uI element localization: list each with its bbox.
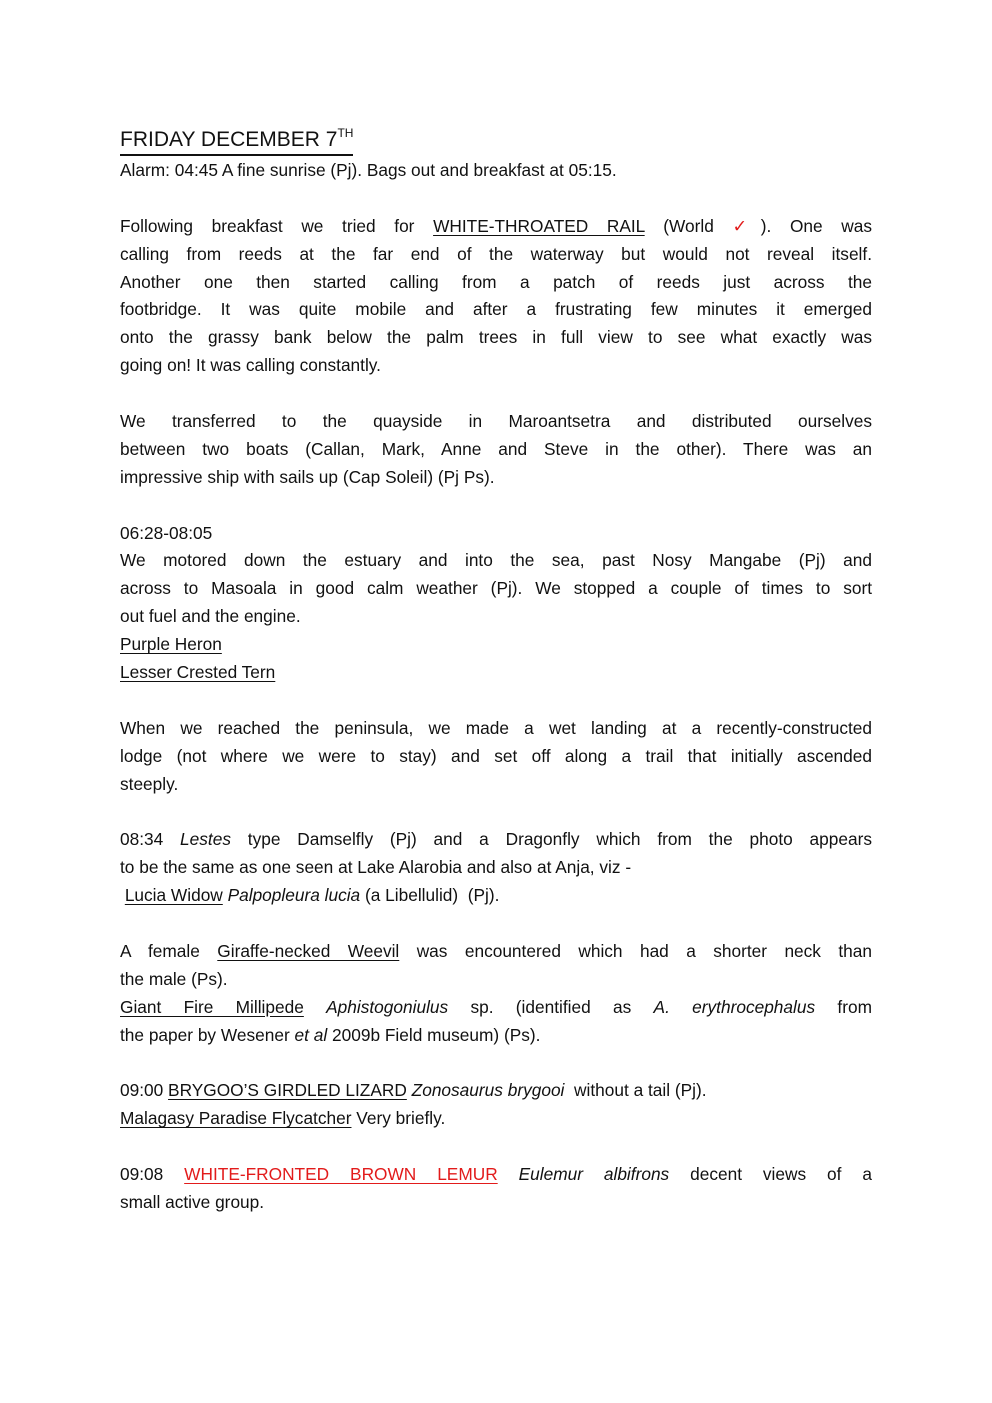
text-segment: impressive ship with sails up (Cap Soleil) (Pj Ps). (120, 466, 495, 487)
species-name: Lesser Crested Tern (120, 662, 276, 683)
scientific-name: Zonosaurus brygooi (411, 1080, 565, 1101)
text-line (120, 1105, 872, 1133)
paragraph (120, 157, 872, 185)
text-segment: across to Masoala in good calm weather (Pj). We stopped a couple of times to sort (120, 578, 872, 599)
text-line (120, 854, 872, 882)
species-name: Lucia Widow (124, 885, 223, 906)
species-name: Malagasy Paradise Flycatcher (120, 1108, 352, 1129)
text-line (120, 938, 872, 966)
text-line (120, 743, 872, 771)
scientific-name: Lestes (180, 829, 231, 850)
text-segment: calling from reeds at the far end of the waterway but would not reveal itself. (120, 243, 872, 264)
text-line (120, 715, 872, 743)
text-line (120, 771, 872, 799)
text-line (120, 659, 872, 687)
text-line (120, 464, 872, 492)
text-segment: type Damselfly (Pj) and a Dragonfly which from the photo appears (230, 829, 872, 850)
text-segment: (a Libellulid) (Pj). (360, 885, 500, 906)
text-segment: 2009b Field museum) (Ps). (327, 1024, 541, 1045)
text-segment: decent views of a (669, 1164, 872, 1185)
text-segment: the male (Ps). (120, 968, 228, 989)
text-segment: Another one then started calling from a patch of reeds just across the (120, 271, 872, 292)
species-name: Giant Fire Millipede (120, 996, 304, 1017)
text-line (120, 1189, 872, 1217)
text-line (120, 575, 872, 603)
paragraph (120, 520, 872, 687)
paragraph (120, 938, 872, 1050)
text-segment: Alarm: 04:45 A fine sunrise (Pj). Bags out and breakfast at 05:15. (120, 160, 617, 180)
text-segment: without a tail (Pj). (564, 1080, 707, 1101)
text-line (120, 603, 872, 631)
text-line (120, 1077, 872, 1105)
text-line (120, 408, 872, 436)
text-line (120, 994, 872, 1022)
scientific-name: Palpopleura lucia (227, 885, 361, 906)
text-segment: onto the grassy bank below the palm trees in full view to see what exactly was (120, 327, 872, 348)
text-segment: footbridge. It was quite mobile and after a frustrating few minutes it emerged (120, 299, 872, 320)
paragraph (120, 1077, 872, 1133)
text-segment: Following breakfast we tried for (120, 215, 434, 236)
scientific-name: et al (294, 1024, 328, 1045)
text-segment: out fuel and the engine. (120, 606, 301, 627)
text-line (120, 324, 872, 352)
text-line (120, 882, 872, 910)
text-segment: to be the same as one seen at Lake Alarobia and also at Anja, viz - (120, 857, 632, 878)
text-line (120, 826, 872, 854)
text-segment: sp. (identified as (448, 996, 654, 1017)
paragraph (120, 1161, 872, 1217)
text-segment: steeply. (120, 773, 179, 794)
scientific-name: Eulemur albifrons (518, 1164, 670, 1185)
title-text: FRIDAY DECEMBER 7 (120, 128, 338, 151)
page-title (120, 120, 353, 156)
text-segment: We motored down the estuary and into the sea, past Nosy Mangabe (Pj) and (120, 550, 872, 571)
text-segment: When we reached the peninsula, we made a wet landing at a recently-constructed (120, 717, 872, 738)
scientific-name: Aphistogoniulus (326, 996, 449, 1017)
text-segment: 06:28-08:05 (120, 522, 213, 543)
text-segment: between two boats (Callan, Mark, Anne and Steve in the other). There was an (120, 438, 872, 459)
text-line (120, 547, 872, 575)
text-line (120, 269, 872, 297)
text-segment: 09:00 (120, 1080, 169, 1101)
text-line (120, 352, 872, 380)
text-line (120, 213, 872, 241)
text-segment: 09:08 (120, 1164, 185, 1185)
text-segment: Very briefly. (351, 1108, 446, 1129)
document-page (120, 120, 872, 1245)
text-line (120, 1022, 872, 1050)
paragraph (120, 826, 872, 910)
scientific-name: A. erythrocephalus (653, 996, 816, 1017)
text-segment: was encountered which had a shorter neck than (399, 940, 872, 961)
species-name: BRYGOO’S GIRDLED LIZARD (168, 1080, 407, 1101)
text-segment: going on! It was calling constantly. (120, 355, 381, 376)
text-segment (304, 997, 326, 1017)
text-segment: ). One was (760, 215, 872, 236)
paragraph (120, 213, 872, 380)
text-line (120, 157, 872, 185)
text-segment: (World (644, 215, 733, 236)
paragraph (120, 408, 872, 492)
text-segment (498, 1164, 519, 1184)
paragraph (120, 715, 872, 799)
text-line (120, 1161, 872, 1189)
text-line (120, 520, 872, 548)
species-name: Purple Heron (120, 634, 222, 655)
text-segment: from (815, 996, 872, 1017)
document-body (120, 157, 872, 1217)
text-line (120, 296, 872, 324)
species-name: Giraffe-necked Weevil (217, 940, 400, 961)
text-segment: A female (120, 940, 218, 961)
text-line (120, 241, 872, 269)
text-segment: small active group. (120, 1191, 265, 1212)
text-segment: lodge (not where we were to stay) and set off along a trail that initially ascended (120, 745, 872, 766)
text-line (120, 631, 872, 659)
title-superscript: TH (337, 126, 354, 140)
species-name: WHITE-THROATED RAIL (433, 215, 645, 236)
checkmark-icon: ✓ (732, 215, 761, 236)
text-line (120, 436, 872, 464)
text-segment: the paper by Wesener (120, 1024, 295, 1045)
text-segment: 08:34 (120, 829, 181, 850)
species-name: WHITE-FRONTED BROWN LEMUR (184, 1164, 498, 1185)
text-segment: We transferred to the quayside in Maroantsetra and distributed ourselves (120, 411, 872, 432)
text-line (120, 966, 872, 994)
